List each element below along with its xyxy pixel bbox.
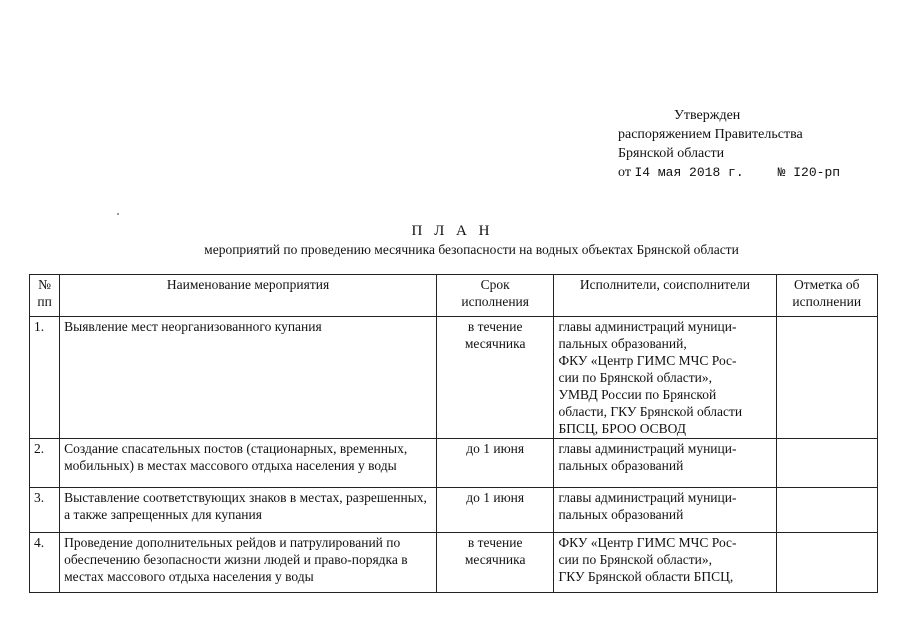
header-mark-line-1: Отметка об [794,277,860,292]
header-term-line-1: Срок [480,277,510,292]
row-num: 2. [30,439,60,488]
row-mark [776,317,878,439]
header-mark-line-2: исполнении [792,294,862,309]
table-header-row [30,275,878,317]
row-term [436,317,554,439]
executor-line: ФКУ «Центр ГИМС МЧС Рос- [558,535,737,550]
executor-line: главы администраций муници- [558,441,737,456]
approval-line-2: распоряжением Правительства [618,127,803,142]
table-row [30,317,878,439]
executor-line: главы администраций муници- [558,319,737,334]
approval-date-line [618,163,840,182]
row-mark [776,533,878,593]
executor-line: пальных образований [558,458,684,473]
row-name: Проведение дополнительных рейдов и патрулирований по обеспечению безопасности жизни людей и право-порядка в местах массового отдыха населения у воды [60,533,437,593]
approval-number: № I20-рп [777,165,841,180]
executor-line: сии по Брянской области», [558,552,713,567]
row-mark [776,488,878,533]
executor-line: пальных образований, [558,336,687,351]
approval-date-prefix: от [618,165,631,180]
executor-line: пальных образований [558,507,684,522]
row-term [436,533,554,593]
executor-line: БПСЦ, БРОО ОСВОД [558,421,686,436]
executor-line: ГКУ Брянской области БПСЦ, [558,569,734,584]
executor-line: УМВД России по Брянской [558,387,717,402]
row-executors [554,317,776,439]
header-name: Наименование мероприятия [60,275,437,317]
executor-line: области, ГКУ Брянской области [558,404,743,419]
approval-line-1: Утвержден [674,108,741,123]
table-row [30,488,878,533]
approval-date: I4 мая 2018 г. [634,165,744,180]
approval-line-3: Брянской области [618,146,725,161]
row-term [436,488,554,533]
row-executors [554,488,776,533]
approval-block [618,106,840,182]
header-num-line-1: № [38,277,52,292]
header-term-line-2: исполнения [461,294,529,309]
row-term-line: месячника [464,552,526,567]
plan-table [29,274,878,593]
executor-line: главы администраций муници- [558,490,737,505]
row-executors [554,533,776,593]
document-subtitle: мероприятий по проведению месячника безопасности на водных объектах Брянской области [204,242,739,257]
executor-line: ФКУ «Центр ГИМС МЧС Рос- [558,353,737,368]
document-title: П Л А Н [411,223,494,239]
header-num [30,275,60,317]
row-num: 3. [30,488,60,533]
row-term-line: до 1 июня [466,441,525,456]
table-row [30,533,878,593]
row-name: Создание спасательных постов (стационарных, временных, мобильных) в местах массового отдыха населения у воды [60,439,437,488]
row-num: 1. [30,317,60,439]
table-row [30,439,878,488]
scan-speck [117,213,119,215]
row-term-line: до 1 июня [466,490,525,505]
header-num-line-2: пп [37,294,52,309]
row-term-line: в течение [467,319,523,334]
row-term-line: месячника [464,336,526,351]
executor-line: сии по Брянской области», [558,370,713,385]
header-term [436,275,554,317]
row-num: 4. [30,533,60,593]
row-name: Выявление мест неорганизованного купания [60,317,437,439]
row-term-line: в течение [467,535,523,550]
row-executors [554,439,776,488]
row-term [436,439,554,488]
header-mark [776,275,878,317]
header-executors: Исполнители, соисполнители [554,275,776,317]
row-mark [776,439,878,488]
row-name: Выставление соответствующих знаков в местах, разрешенных, а также запрещенных для купания [60,488,437,533]
